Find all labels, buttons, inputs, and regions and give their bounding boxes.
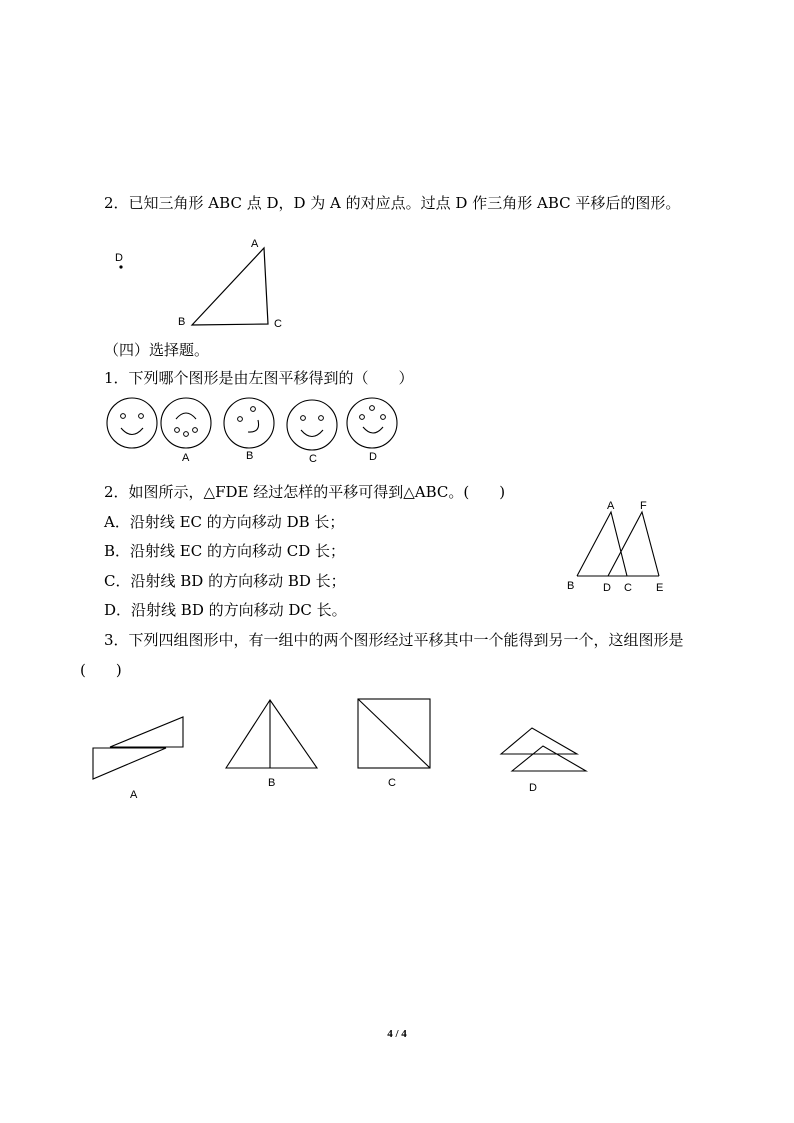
label-f: F [640, 500, 647, 512]
translation-triangles-figure [560, 495, 680, 595]
triangle-fde-outline [608, 512, 659, 576]
mc2-option-a: A．沿射线 EC 的方向移动 DB 长； [104, 513, 345, 531]
triangle-abc-outline [577, 512, 627, 576]
point-b-label: B [178, 316, 186, 328]
smiley-faces-figure [100, 395, 410, 470]
label-c: C [624, 582, 632, 594]
group-a-label: A [130, 789, 138, 801]
page-number: 4 / 4 [387, 1028, 407, 1040]
shape-group-c [358, 699, 430, 789]
label-b: B [567, 580, 575, 592]
label-e: E [656, 582, 664, 594]
shape-groups-figure [88, 695, 598, 805]
shape-group-a [93, 717, 183, 801]
triangle-abc [192, 248, 268, 325]
label-a: A [607, 500, 615, 512]
smiley-face-original [107, 398, 157, 448]
label-d: D [603, 582, 611, 594]
mc2-option-c: C．沿射线 BD 的方向移动 BD 长； [104, 572, 346, 590]
q2-draw-text: 2．已知三角形 ABC 点 D，D 为 A 的对应点。过点 D 作三角形 ABC 平移后的图形。 [104, 194, 681, 212]
triangle-abc-figure [110, 235, 300, 335]
smiley-face-option-d [347, 398, 397, 463]
point-d-label: D [115, 252, 123, 264]
smiley-face-option-b [224, 398, 274, 462]
option-b-label: B [246, 450, 254, 462]
shape-group-d [501, 728, 586, 794]
mc2-option-b: B．沿射线 EC 的方向移动 CD 长； [104, 542, 346, 560]
group-b-label: B [268, 777, 276, 789]
group-c-label: C [388, 777, 396, 789]
mc3-question-line2: ( ) [80, 661, 122, 679]
point-d [119, 265, 122, 268]
mc2-question: 2．如图所示，△FDE 经过怎样的平移可得到△ABC。( ) [104, 483, 506, 501]
point-c-label: C [274, 318, 282, 330]
section-heading: （四）选择题。 [104, 341, 210, 359]
smiley-face-option-a [161, 398, 211, 464]
mc3-question-line1: 3．下列四组图形中，有一组中的两个图形经过平移其中一个能得到另一个，这组图形是 [104, 631, 684, 649]
smiley-face-option-c [287, 400, 337, 465]
mc2-option-d: D．沿射线 BD 的方向移动 DC 长。 [104, 601, 347, 619]
option-a-label: A [182, 452, 190, 464]
group-d-label: D [529, 782, 537, 794]
mc1-question: 1．下列哪个图形是由左图平移得到的（ ） [104, 369, 414, 387]
shape-group-b [226, 700, 317, 789]
option-c-label: C [309, 453, 317, 465]
option-d-label: D [369, 451, 377, 463]
point-a-label: A [251, 238, 259, 250]
